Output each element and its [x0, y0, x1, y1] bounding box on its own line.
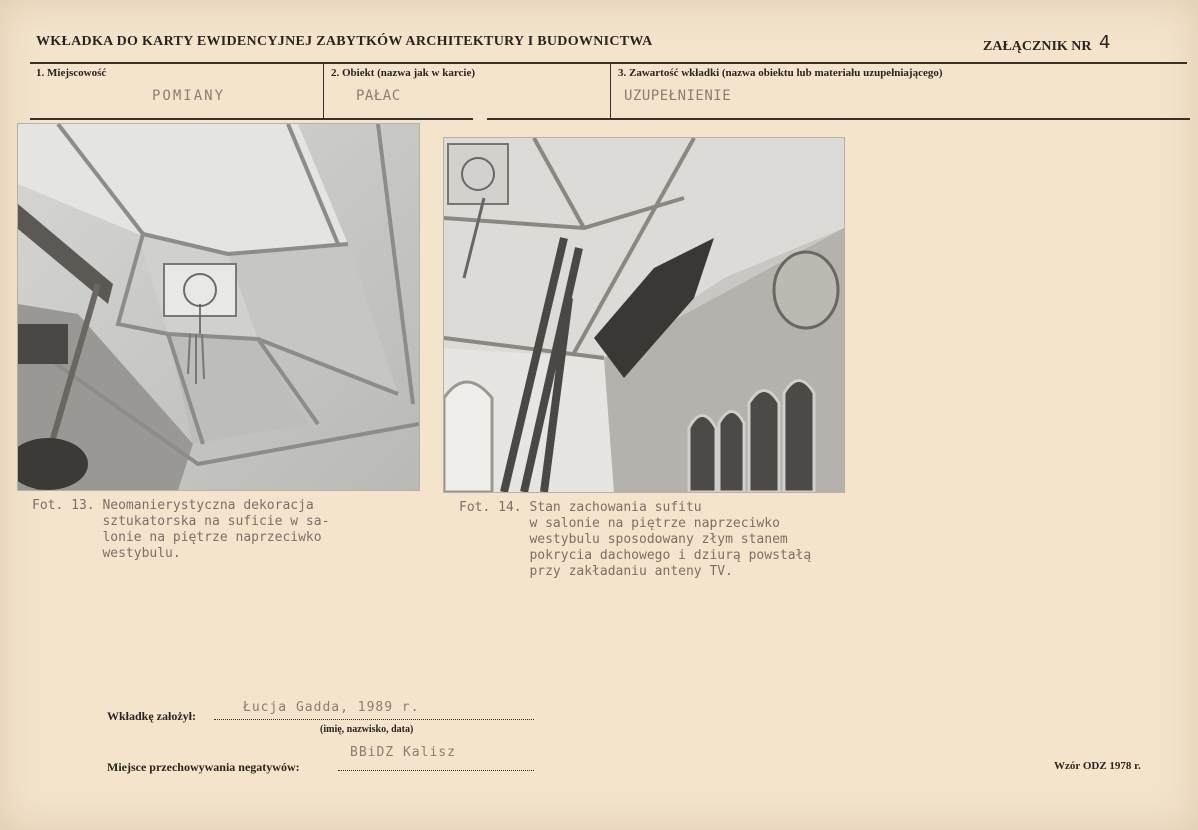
- storage-value: BBiDZ Kalisz: [350, 745, 456, 760]
- field-value-object: PAŁAC: [356, 88, 401, 104]
- field-label-contents: 3. Zawartość wkładki (nazwa obiektu lub materiału uzupełniającego): [618, 67, 943, 79]
- field-value-locality: POMIANY: [152, 88, 226, 104]
- photo-13: [17, 123, 420, 491]
- storage-line: [338, 770, 534, 771]
- form-model: Wzór ODZ 1978 r.: [1054, 760, 1141, 772]
- photo-14: [443, 137, 845, 493]
- photo-14-caption: Fot. 14. Stan zachowania sufitu w salonie na piętrze naprzeciwko westybulu sposodowany złym stanem pokrycia dachowego i dziurą powstałą przy zakładaniu anteny TV.: [459, 500, 812, 579]
- header-rule: [30, 62, 1187, 64]
- author-label: Wkładkę założył:: [107, 709, 196, 723]
- fields-rule: [30, 118, 473, 120]
- field-divider: [610, 64, 611, 118]
- photo-14-image: [444, 138, 844, 492]
- field-label-object: 2. Obiekt (nazwa jak w karcie): [331, 67, 476, 79]
- card-title: WKŁADKA DO KARTY EWIDENCYJNEJ ZABYTKÓW ARCHITEKTURY I BUDOWNICTWA: [36, 34, 653, 49]
- annex-label-text: ZAŁĄCZNIK NR: [983, 39, 1092, 54]
- photo-13-image: [18, 124, 419, 490]
- fields-rule: [487, 118, 1190, 120]
- annex-number: 4: [1099, 32, 1111, 53]
- author-line: [214, 719, 534, 720]
- field-value-contents: UZUPEŁNIENIE: [624, 88, 732, 104]
- field-divider: [323, 64, 324, 118]
- field-label-locality: 1. Miejscowość: [36, 67, 107, 79]
- annex-label: [983, 34, 1110, 55]
- storage-label: Miejsce przechowywania negatywów:: [107, 760, 300, 774]
- photo-13-caption: Fot. 13. Neomanierystyczna dekoracja sztukatorska na suficie w sa- lonie na piętrze naprzeciwko westybulu.: [32, 498, 330, 561]
- author-sub-label: (imię, nazwisko, data): [320, 724, 414, 735]
- author-value: Łucja Gadda, 1989 r.: [243, 700, 420, 715]
